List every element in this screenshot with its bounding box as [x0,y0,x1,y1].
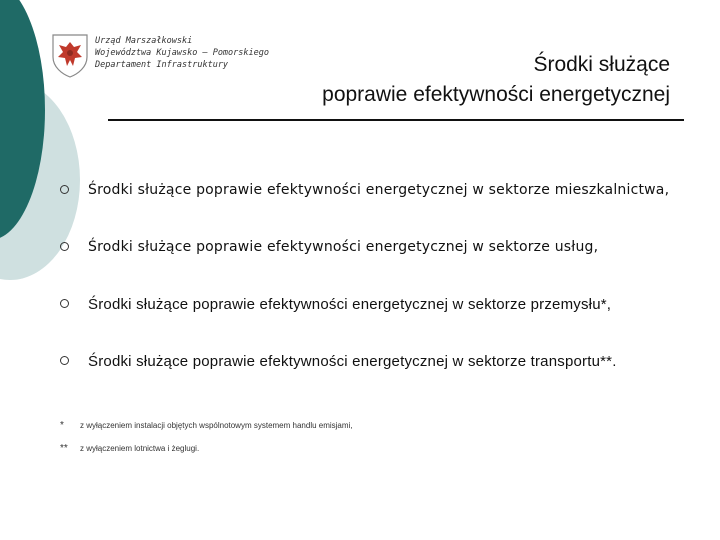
title-line: Środki służące [533,53,670,76]
org-line: Urząd Marszałkowski [95,36,193,46]
list-item-text: Środki służące poprawie efektywności energetycznej w sektorze usług, [88,239,599,255]
bullet-icon [60,299,69,308]
list-item-text: Środki służące poprawie efektywności energetycznej w sektorze przemysłu*, [88,296,612,313]
footnote-text: z wyłączeniem instalacji objętych wspólnotowym systemem handlu emisjami, [80,421,353,430]
title-line: poprawie efektywności energetycznej [322,83,670,106]
title-divider [108,119,684,121]
footnote-mark: ** [60,443,68,454]
footnote [60,420,353,431]
list-item-text: Środki służące poprawie efektywności energetycznej w sektorze mieszkalnictwa, [88,182,670,198]
footnote-text: z wyłączeniem lotnictwa i żeglugi. [80,444,200,453]
bullet-icon [60,185,69,194]
coat-of-arms-icon [50,33,90,78]
footnote-mark: * [60,420,64,431]
bullet-icon [60,242,69,251]
org-line: Departament Infrastruktury [95,60,229,70]
organization-header [95,35,269,71]
list-item-text: Środki służące poprawie efektywności energetycznej w sektorze transportu**. [88,353,617,370]
footnote [60,443,199,454]
slide-title [322,50,670,110]
org-line: Województwa Kujawsko – Pomorskiego [95,48,269,58]
bullet-icon [60,356,69,365]
